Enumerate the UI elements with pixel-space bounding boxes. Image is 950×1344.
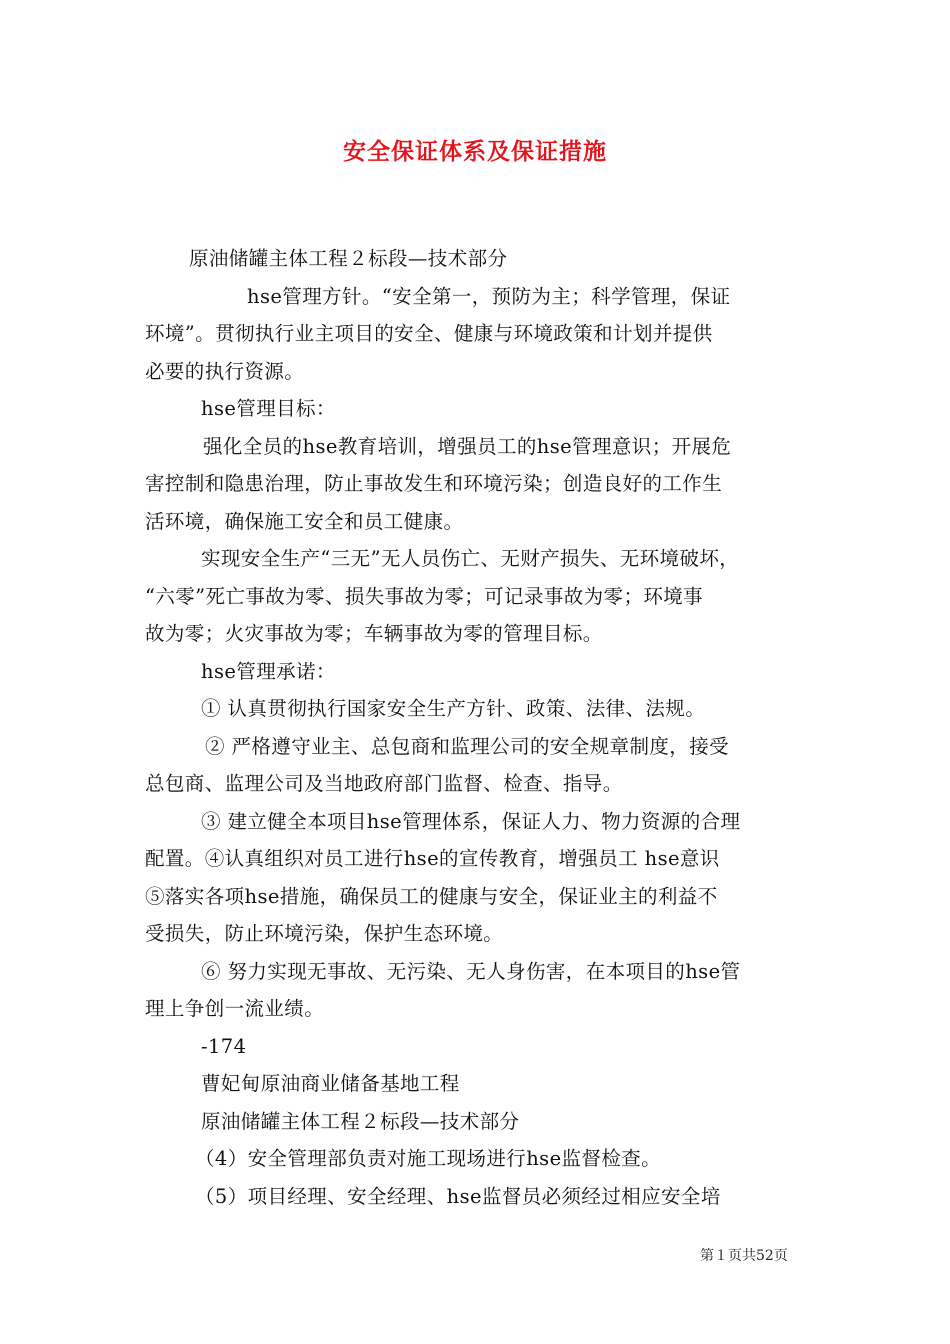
text-line: hse管理目标： bbox=[201, 397, 336, 420]
text-line: ③ 建立健全本项目hse管理体系，保证人力、物力资源的合理 bbox=[201, 809, 741, 833]
text-line: 理上争创一流业绩。 bbox=[145, 997, 325, 1020]
text-line: 强化全员的hse教育培训，增强员工的hse管理意识；开展危 bbox=[203, 434, 732, 458]
text-line: 活环境，确保施工安全和员工健康。 bbox=[145, 509, 464, 533]
text-line: 实现安全生产“三无”无人员伤亡、无财产损失、无环境破坏， bbox=[201, 547, 740, 570]
text-line: ② 严格遵守业主、总包商和监理公司的安全规章制度，接受 bbox=[205, 734, 729, 758]
text-line: hse管理方针。“安全第一，预防为主；科学管理，保证 bbox=[247, 284, 731, 308]
text-line: 配置。④认真组织对员工进行hse的宣传教育，增强员工 hse意识 bbox=[145, 847, 720, 870]
page-footer: 第１页共52页 bbox=[700, 1248, 788, 1264]
text-line: 曹妃甸原油商业储备基地工程 bbox=[201, 1072, 460, 1095]
text-line: 故为零；火灾事故为零；车辆事故为零的管理目标。 bbox=[145, 622, 603, 645]
text-line: 原油储罐主体工程２标段—技术部分 bbox=[189, 247, 508, 270]
text-line: （4）安全管理部负责对施工现场进行hse监督检查。 bbox=[195, 1147, 662, 1170]
document-title: 安全保证体系及保证措施 bbox=[343, 138, 607, 165]
text-line: hse管理承诺： bbox=[201, 659, 336, 683]
text-line: 害控制和隐患治理，防止事故发生和环境污染；创造良好的工作生 bbox=[145, 472, 723, 495]
text-line: ① 认真贯彻执行国家安全生产方针、政策、法律、法规。 bbox=[201, 697, 706, 720]
text-line: 受损失，防止环境污染，保护生态环境。 bbox=[145, 922, 504, 945]
text-line: ⑥ 努力实现无事故、无污染、无人身伤害，在本项目的hse管 bbox=[201, 959, 741, 983]
text-line: 环境”。贯彻执行业主项目的安全、健康与环境政策和计划并提供 bbox=[145, 322, 713, 345]
text-line: “六零”死亡事故为零、损失事故为零；可记录事故为零；环境事 bbox=[145, 584, 704, 608]
text-line: 总包商、监理公司及当地政府部门监督、检查、指导。 bbox=[145, 772, 623, 795]
text-line: 原油储罐主体工程２标段—技术部分 bbox=[201, 1109, 520, 1133]
text-line: ⑤落实各项hse措施，确保员工的健康与安全，保证业主的利益不 bbox=[145, 884, 718, 908]
text-line: （5）项目经理、安全经理、hse监督员必须经过相应安全培 bbox=[195, 1184, 721, 1208]
document-body bbox=[145, 240, 810, 1215]
page-number-inline: -174 bbox=[201, 1034, 247, 1058]
text-line: 必要的执行资源。 bbox=[145, 359, 305, 383]
